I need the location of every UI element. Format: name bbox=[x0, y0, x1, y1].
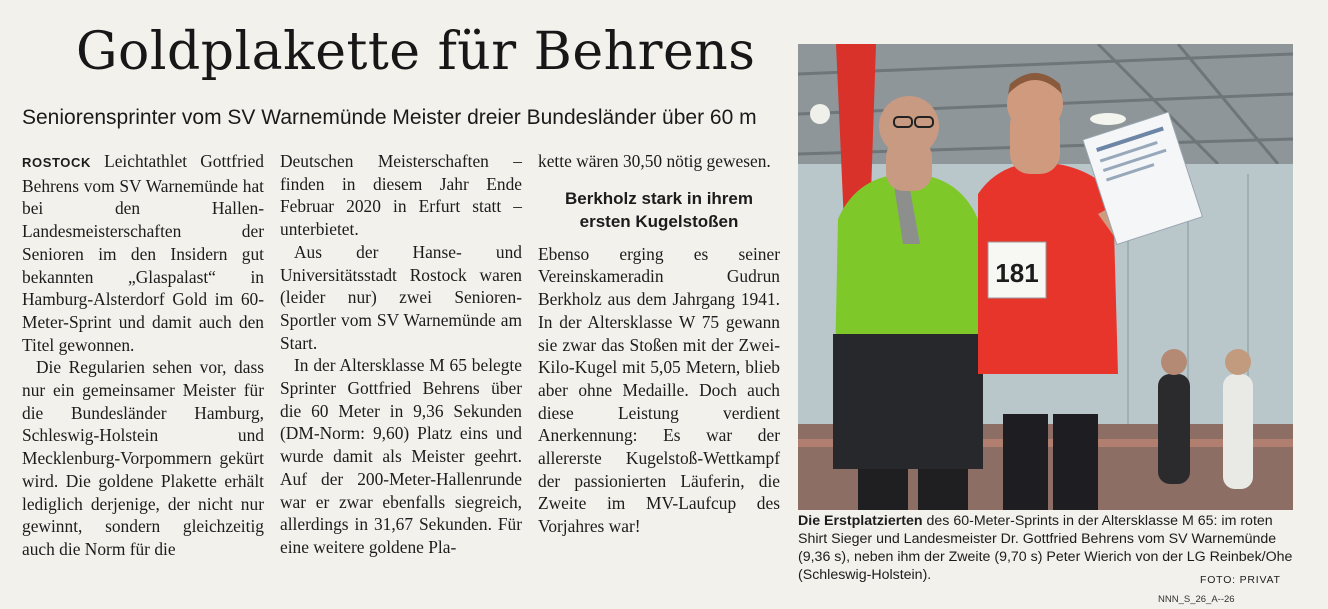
article-column-2 bbox=[280, 150, 522, 559]
article-photo bbox=[798, 44, 1293, 510]
subheadline: Seniorensprinter vom SV Warnemünde Meister dreier Bundesländer über 60 m bbox=[22, 106, 757, 129]
paragraph: Aus der Hanse- und Universitätsstadt Rostock waren (leider nur) zwei Senioren-Sportler vom SV Warnemünde am Start. bbox=[280, 241, 522, 353]
headline: Goldplakette für Behrens bbox=[76, 22, 756, 82]
paragraph: In der Altersklasse M 65 belegte Sprinter Gottfried Behrens über die 60 Meter in 9,36 Sekunden (DM-Norm: 9,60) Platz eins und wurde damit als Meister geehrt. Auf der 200-Meter-Hallenrunde war er zwar ebenfalls siegreich, allerdings in 31,67 Sekunden. Für eine weitere goldene Pla- bbox=[280, 355, 522, 557]
bib-number: 181 bbox=[995, 258, 1039, 288]
paragraph: Deutschen Meisterschaften – finden in diesem Jahr Ende Februar 2020 in Erfurt statt – unterbietet. bbox=[280, 151, 522, 240]
article-column-1 bbox=[22, 150, 264, 561]
dateline: ROSTOCK bbox=[22, 155, 91, 170]
article-column-3 bbox=[538, 150, 780, 538]
paragraph-text: Leichtathlet Gottfried Behrens vom SV Warnemünde hat bei den Hallen-Landesmeisterschaften der Senioren im den Insidern gut bekannten „Glaspalast“ in Hamburg-Alsterdorf Gold im 60-Meter-Sprint und damit auch den Titel gewonnen. bbox=[22, 151, 264, 355]
photo-credit: FOTO: PRIVAT bbox=[1200, 574, 1281, 586]
page-code: NNN_S_26_A--26 bbox=[1158, 594, 1235, 605]
caption-lead: Die Erstplatzierten bbox=[798, 513, 923, 529]
caption-text: des 60-Meter-Sprints in der Altersklasse M 65: im roten Shirt Sieger und Landesmeister Dr. Gottfried Behrens vom SV Warnemünde (9,36 s), neben ihm der Zweite (9,70 s) Peter Wierich von der LG Reinbek/Ohe (Schleswig-Holstein). bbox=[798, 513, 1293, 583]
paragraph: Die Regularien sehen vor, dass nur ein gemeinsamer Meister für die Bundesländer Hamburg, Schleswig-Holstein und Mecklenburg-Vorpommern gekürt wird. Die goldene Plakette erhält lediglich derjenige, der nicht nur gewinnt, sondern gleichzeitig auch die Norm für die bbox=[22, 357, 264, 559]
photo-illustration bbox=[798, 44, 1293, 510]
paragraph bbox=[22, 150, 264, 356]
paragraph: kette wären 30,50 nötig gewesen. bbox=[538, 151, 771, 171]
section-subtitle: Berkholz stark in ihrem ersten Kugelstoßen bbox=[564, 188, 753, 231]
paragraph: Ebenso erging es seiner Vereinskameradin Gudrun Berkholz aus dem Jahrgang 1941. In der Altersklasse W 75 gewann sie zwar das Stoßen mit der Zwei-Kilo-Kugel mit 5,05 Metern, blieb aber ohne Medaille. Doch auch diese Leistung verdient Anerkennung: Es war der allererste Kugelstoß-Wettkampf der passionierten Läuferin, die Zweite im MV-Laufcup des Vorjahres war! bbox=[538, 243, 780, 537]
